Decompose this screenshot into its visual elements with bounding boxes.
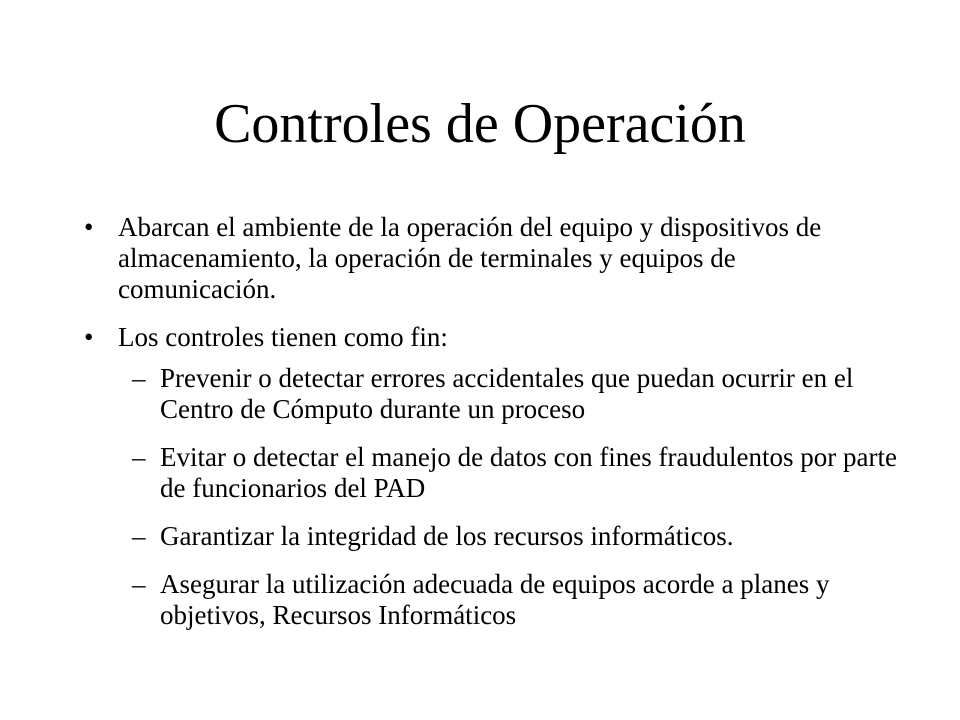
sub-bullet-item [120,442,900,504]
bullet-text: Abarcan el ambiente de la operación del equipo y dispositivos de almacenamiento, la operación de terminales y equipos de comunicación. [118,212,822,304]
sub-bullet-item [120,569,900,631]
dash-marker: – [132,442,146,472]
bullet-marker: • [84,322,94,352]
sub-bullet-text: Evitar o detectar el manejo de datos con fines fraudulentos por parte de funcionarios del PAD [160,442,897,503]
sub-bullet-text: Asegurar la utilización adecuada de equipos acorde a planes y objetivos, Recursos Informáticos [160,569,830,630]
dash-marker: – [132,363,146,393]
sub-bullet-text: Garantizar la integridad de los recursos informáticos. [160,521,734,551]
slide-title: Controles de Operación [214,93,746,155]
bullet-item [80,212,900,305]
dash-marker: – [132,569,146,599]
dash-marker: – [132,521,146,551]
bullet-item [80,322,900,631]
sub-bullet-item [120,363,900,425]
bullet-text: Los controles tienen como fin: [118,322,448,352]
sub-bullet-text: Prevenir o detectar errores accidentales que puedan ocurrir en el Centro de Cómputo durante un proceso [160,363,854,424]
bullet-marker: • [84,212,94,242]
bullet-list [80,212,900,648]
sub-bullet-list [120,363,900,631]
sub-bullet-item [120,521,900,552]
